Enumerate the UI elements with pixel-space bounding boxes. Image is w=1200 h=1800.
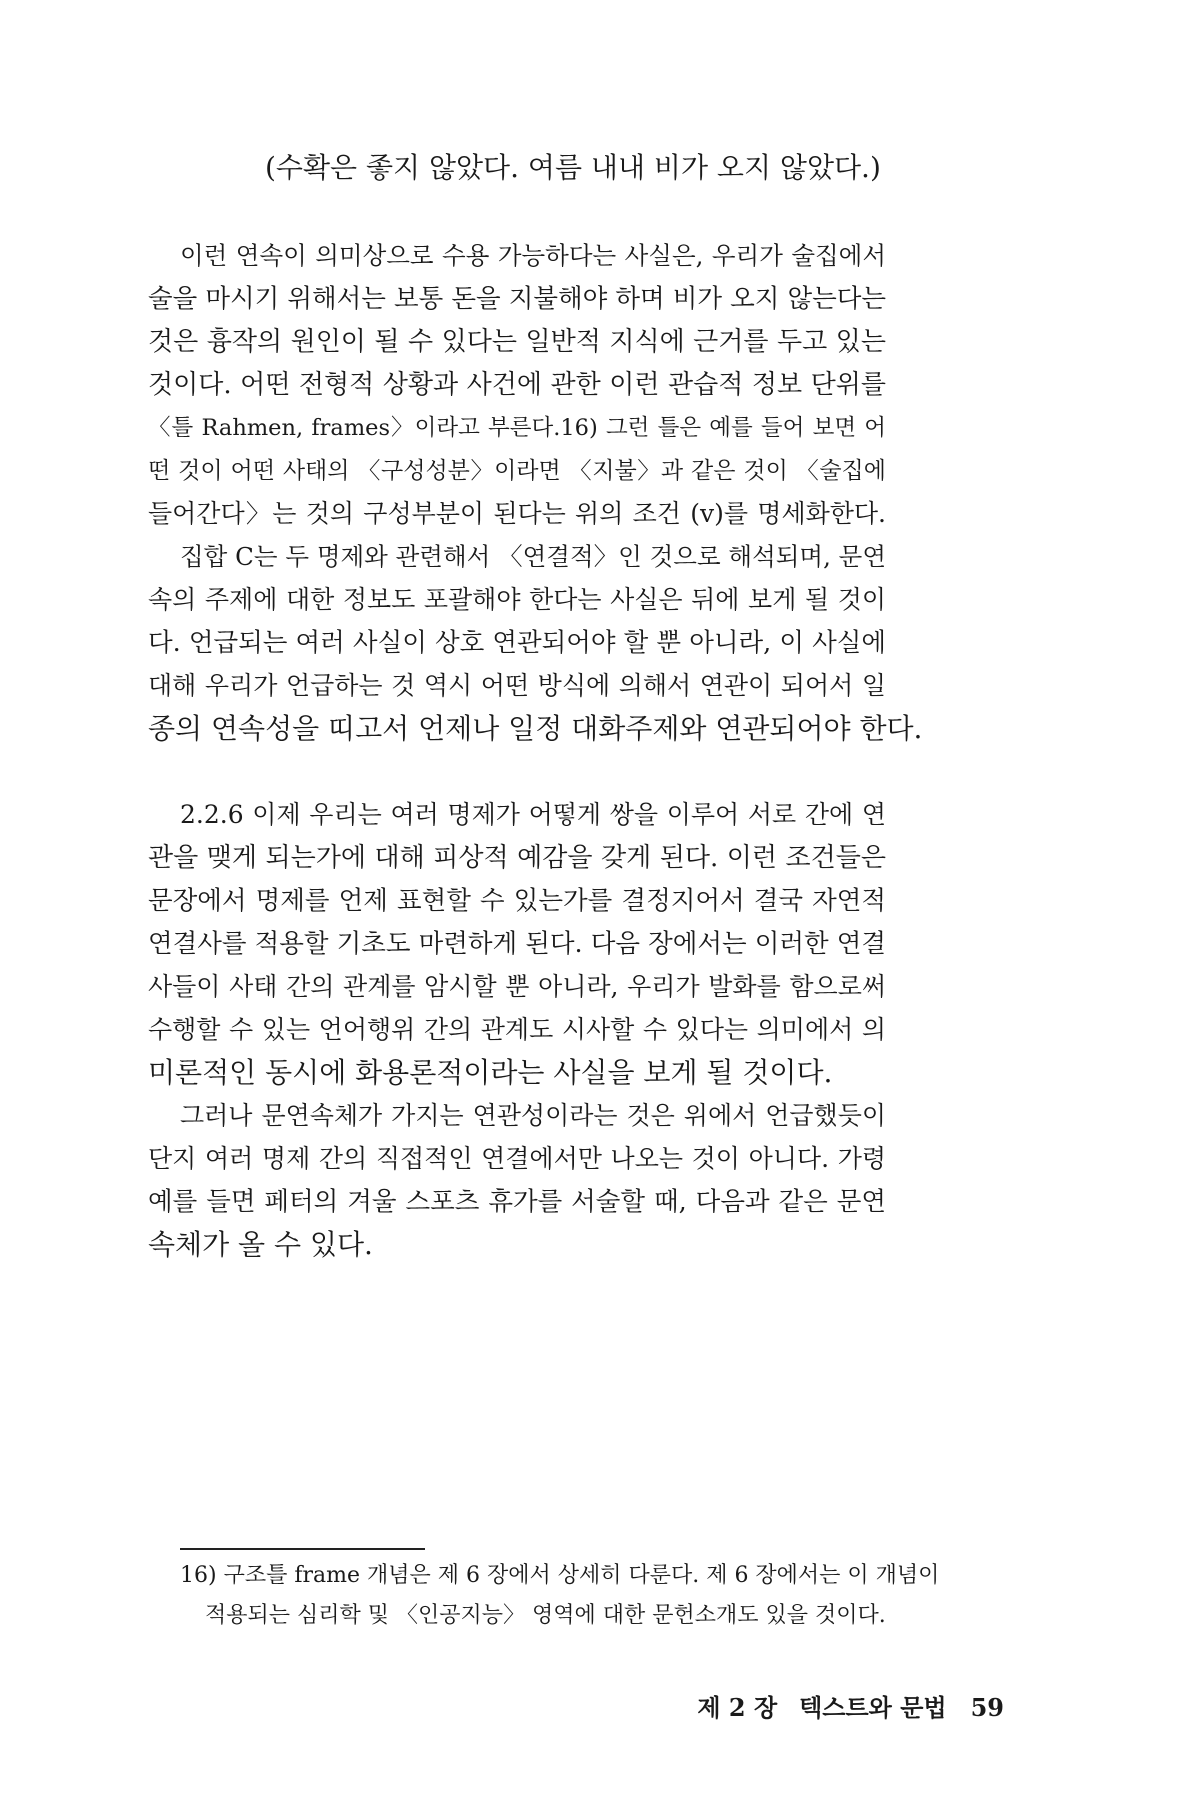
paragraph-2-line-3: 다. 언급되는 여러 사실이 상호 연관되어야 할 뿐 아니라, 이 사실에 <box>148 628 886 658</box>
section-2-2-6-line-5: 사들이 사태 간의 관계를 암시할 뿐 아니라, 우리가 발화를 함으로써 <box>148 972 886 1001</box>
example-sentence: (수확은 좋지 않았다. 여름 내내 비가 오지 않았다.) <box>265 151 881 184</box>
paragraph-1-line-1: 이런 연속이 의미상으로 수용 가능하다는 사실은, 우리가 술집에서 <box>180 241 886 270</box>
footnote-16-line-2: 적용되는 심리학 및 〈인공지능〉 영역에 대한 문헌소개도 있을 것이다. <box>205 1603 886 1628</box>
section-2-2-6-line-1: 2.2.6 이제 우리는 여러 명제가 어떻게 쌍을 이루어 서로 간에 연 <box>180 800 886 829</box>
running-footer <box>697 1692 1004 1724</box>
footnote-16-line-1: 16) 구조틀 frame 개념은 제 6 장에서 상세히 다룬다. 제 6 장에서는 이 개념이 <box>180 1563 940 1588</box>
paragraph-2-line-1: 집합 C는 두 명제와 관련해서 〈연결적〉인 것으로 해석되며, 문연 <box>180 542 886 571</box>
section-2-2-6-line-4: 연결사를 적용할 기초도 마련하게 된다. 다음 장에서는 이러한 연결 <box>148 929 887 959</box>
footnote-rule <box>180 1548 425 1550</box>
paragraph-4-line-3: 예를 들면 페터의 겨울 스포츠 휴가를 서술할 때, 다음과 같은 문연 <box>148 1187 886 1217</box>
paragraph-1-line-6: 떤 것이 어떤 사태의 〈구성성분〉이라면 〈지불〉과 같은 것이 〈술집에 <box>148 458 886 484</box>
paragraph-1-line-3: 것은 흉작의 원인이 될 수 있다는 일반적 지식에 근거를 두고 있는 <box>148 327 886 357</box>
paragraph-1-line-7: 들어간다〉는 것의 구성부분이 된다는 위의 조건 (v)를 명세화한다. <box>148 499 886 528</box>
paragraph-4-line-2: 단지 여러 명제 간의 직접적인 연결에서만 나오는 것이 아니다. 가령 <box>148 1144 886 1173</box>
paragraph-1-line-5: 〈틀 Rahmen, frames〉이라고 부른다.16) 그런 틀은 예를 들어 보면 어 <box>148 415 886 441</box>
paragraph-4-line-1: 그러나 문연속체가 가지는 연관성이라는 것은 위에서 언급했듯이 <box>180 1101 886 1130</box>
paragraph-2-line-2: 속의 주제에 대한 정보도 포괄해야 한다는 사실은 뒤에 보게 될 것이 <box>148 585 886 614</box>
paragraph-2-line-5: 종의 연속성을 띠고서 언제나 일정 대화주제와 연관되어야 한다. <box>148 712 923 745</box>
paragraph-1-line-2: 술을 마시기 위해서는 보통 돈을 지불해야 하며 비가 오지 않는다는 <box>148 284 887 314</box>
page-number: 59 <box>970 1693 1004 1722</box>
paragraph-1-line-4: 것이다. 어떤 전형적 상황과 사건에 관한 이런 관습적 정보 단위를 <box>148 370 886 400</box>
paragraph-4-line-4: 속체가 올 수 있다. <box>148 1228 373 1261</box>
section-2-2-6-line-7: 미론적인 동시에 화용론적이라는 사실을 보게 될 것이다. <box>148 1056 833 1089</box>
paragraph-2-line-4: 대해 우리가 언급하는 것 역시 어떤 방식에 의해서 연관이 되어서 일 <box>148 671 886 700</box>
footer-title: 텍스트와 문법 <box>799 1693 947 1722</box>
footer-chapter: 제 2 장 <box>697 1693 778 1722</box>
section-2-2-6-line-2: 관을 맺게 되는가에 대해 피상적 예감을 갖게 된다. 이런 조건들은 <box>148 843 886 873</box>
section-2-2-6-line-3: 문장에서 명제를 언제 표현할 수 있는가를 결정지어서 결국 자연적 <box>148 886 886 916</box>
section-2-2-6-line-6: 수행할 수 있는 언어행위 간의 관계도 시사할 수 있다는 의미에서 의 <box>148 1015 886 1044</box>
